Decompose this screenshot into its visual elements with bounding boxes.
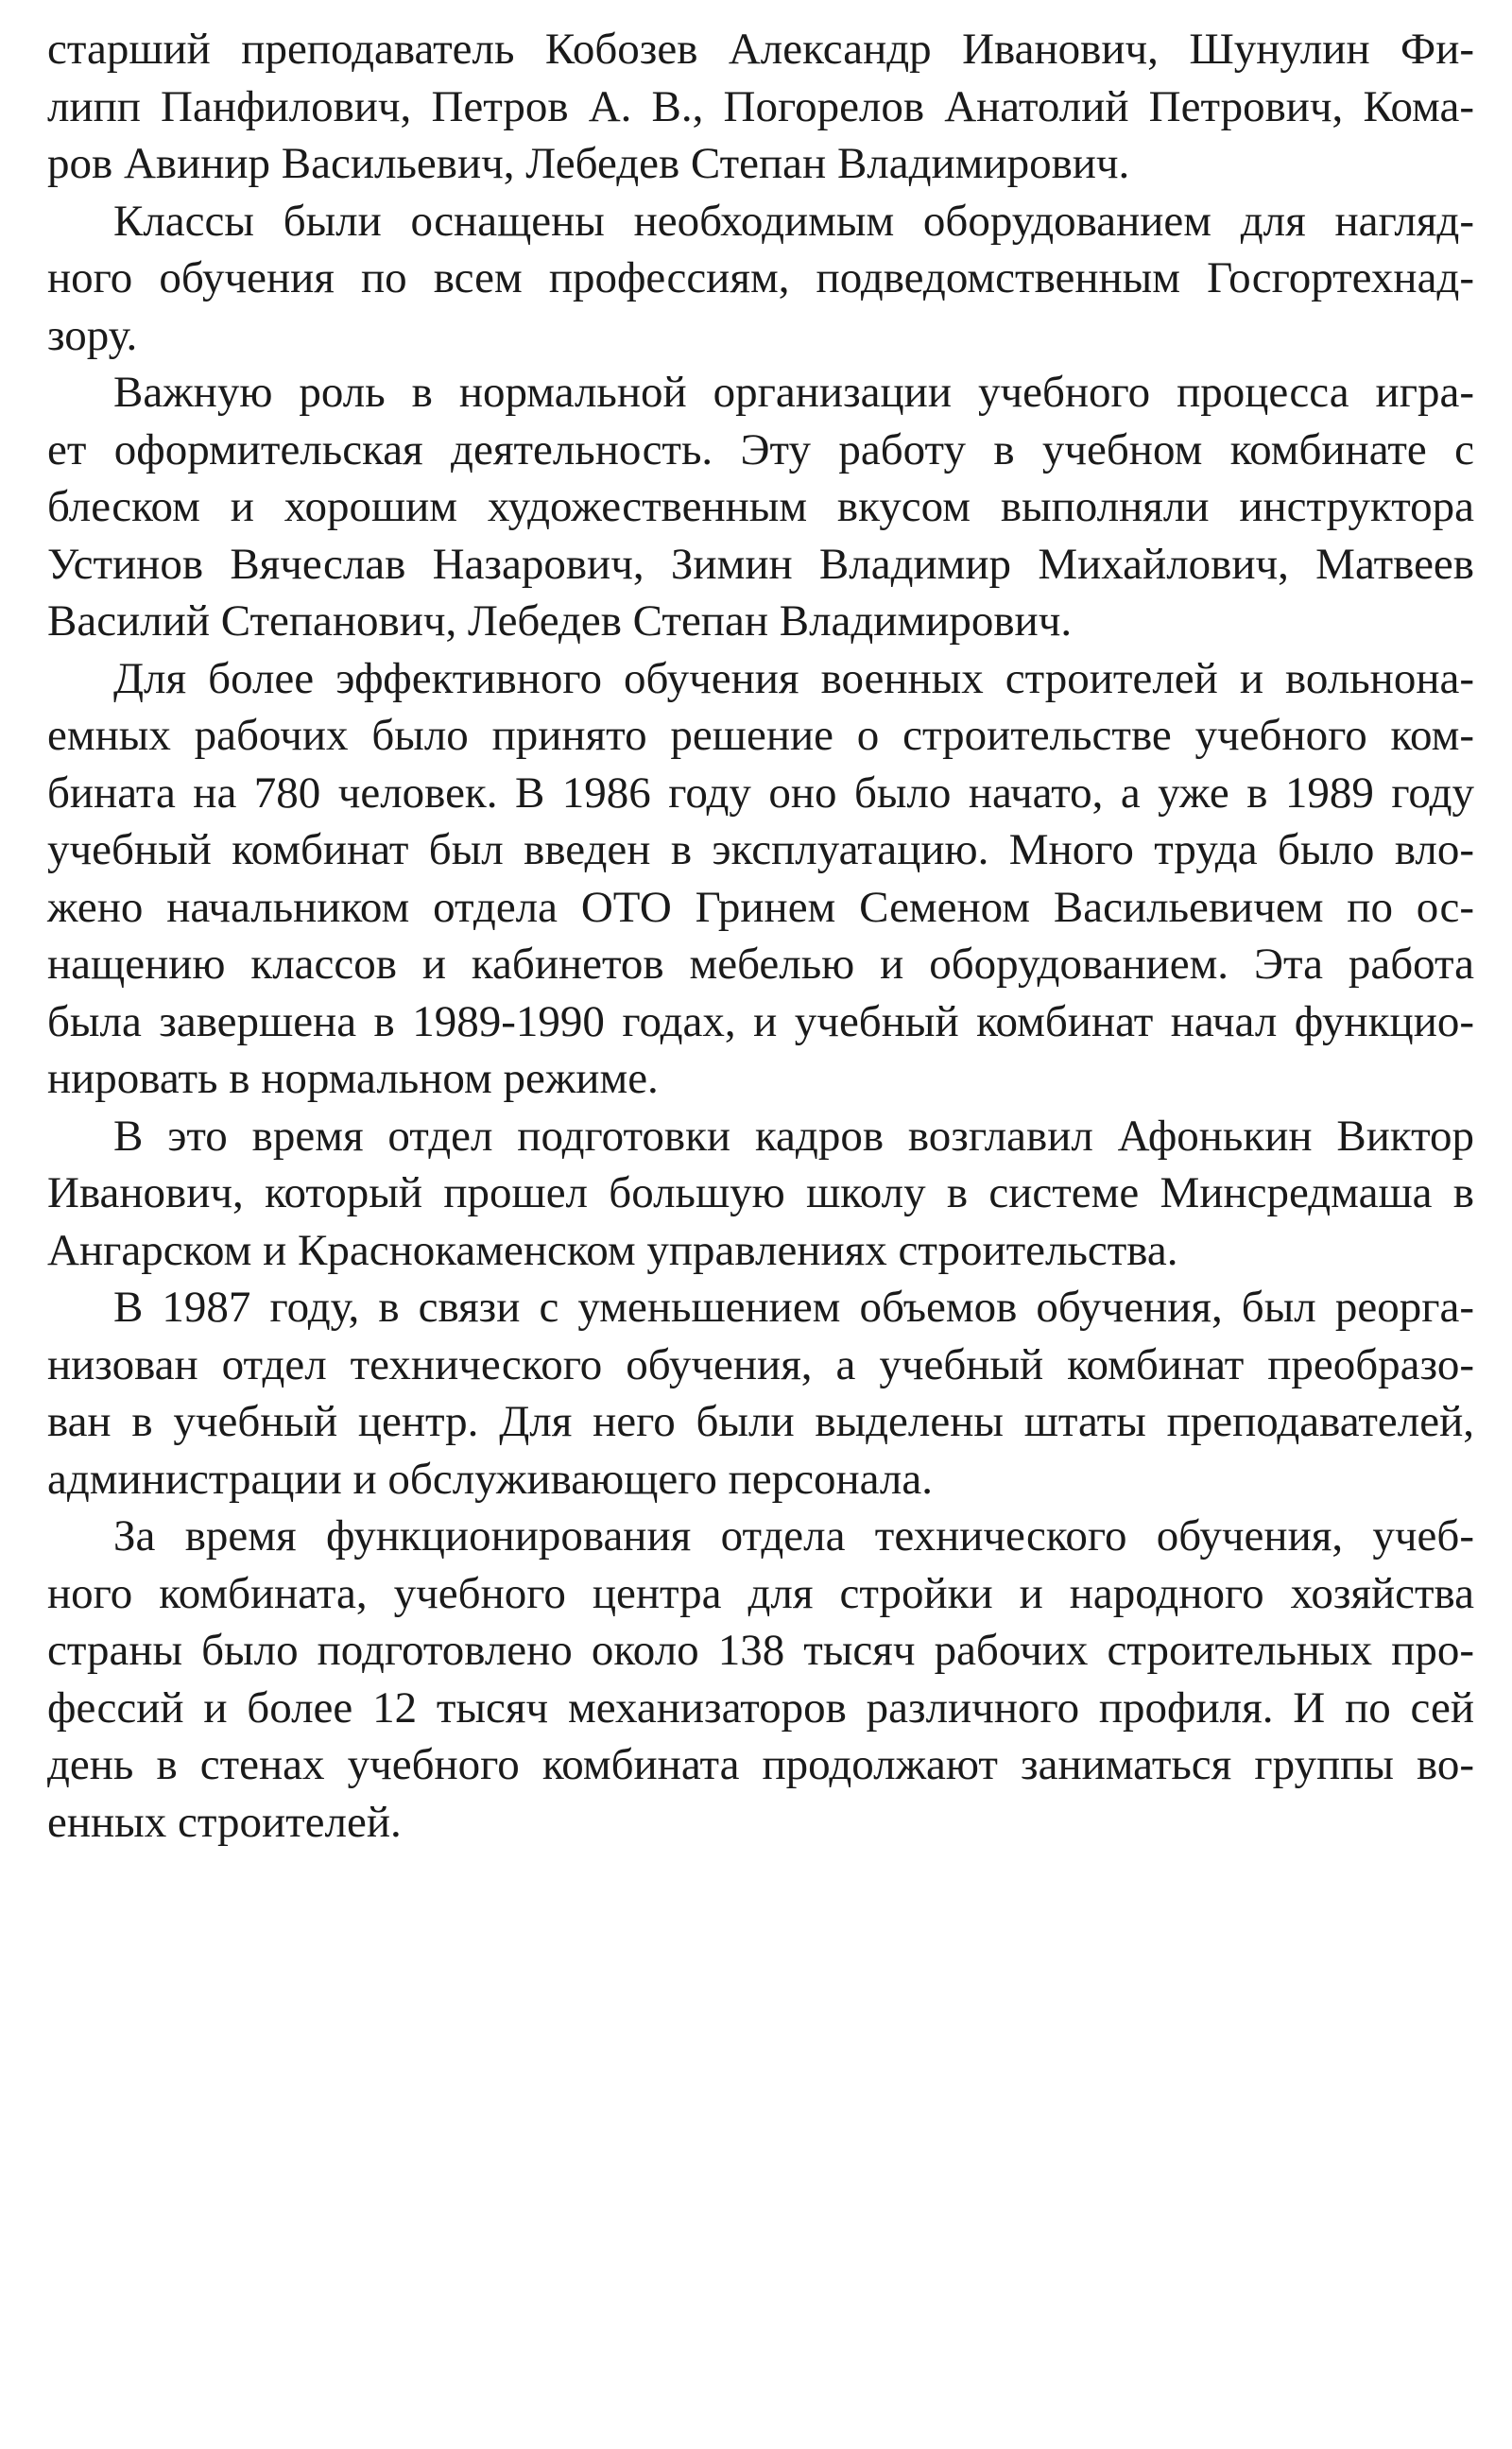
text-line: администрации и обслуживающего персонала.	[47, 1454, 933, 1504]
text-line: блеском и хорошим художественным вкусом выполняли инструктора	[47, 482, 1474, 531]
text-line: низован отдел технического обучения, а учебный комбинат преобразо-	[47, 1339, 1474, 1389]
text-line: емных рабочих было принято решение о строительстве учебного ком-	[47, 711, 1474, 760]
paragraph-design-work	[47, 364, 1474, 650]
text-line: страны было подготовлено около 138 тысяч рабочих строительных про-	[47, 1626, 1474, 1675]
paragraph-classes-equipment	[47, 193, 1474, 365]
paragraph-department-head	[47, 1108, 1474, 1280]
text-line: Устинов Вячеслав Назарович, Зимин Владимир Михайлович, Матвеев	[47, 539, 1474, 589]
text-line: липп Панфилович, Петров А. В., Погорелов Анатолий Петрович, Кома-	[47, 81, 1474, 131]
text-line: В это время отдел подготовки кадров возглавил Афонькин Виктор	[113, 1111, 1474, 1161]
text-line: Классы были оснащены необходимым оборудованием для нагляд-	[113, 196, 1474, 246]
text-line: ет оформительская деятельность. Эту работу в учебном комбинате с	[47, 424, 1474, 474]
text-line: фессий и более 12 тысяч механизаторов различного профиля. И по сей	[47, 1682, 1474, 1733]
text-line: енных строителей.	[47, 1797, 402, 1847]
text-line: В 1987 году, в связи с уменьшением объемов обучения, был реорга-	[113, 1283, 1474, 1332]
text-line: была завершена в 1989-1990 годах, и учебный комбинат начал функцио-	[47, 996, 1474, 1046]
text-line: Ангарском и Краснокаменском управлениях строительства.	[47, 1225, 1178, 1275]
text-line: бината на 780 человек. В 1986 году оно было начато, а уже в 1989 году	[47, 767, 1474, 818]
paragraph-reorganization	[47, 1279, 1474, 1508]
text-line: Иванович, который прошел большую школу в системе Минсредмаша в	[47, 1168, 1474, 1217]
text-line: Василий Степанович, Лебедев Степан Владимирович.	[47, 596, 1073, 646]
body-text	[47, 21, 1474, 1851]
text-line: учебный комбинат был введен в эксплуатацию. Много труда было вло-	[47, 825, 1474, 874]
paragraph-results	[47, 1508, 1474, 1851]
text-line: За время функционирования отдела технического обучения, учеб-	[113, 1511, 1474, 1561]
text-line: жено начальником отдела ОТО Гринем Семеном Васильевичем по ос-	[47, 882, 1474, 932]
text-line: ного обучения по всем профессиям, подведомственным Госгортехнад-	[47, 253, 1474, 302]
text-line: день в стенах учебного комбината продолжают заниматься группы во-	[47, 1740, 1474, 1789]
text-line: нировать в нормальном режиме.	[47, 1054, 659, 1103]
text-line: ного комбината, учебного центра для стройки и народного хозяйства	[47, 1568, 1474, 1618]
text-line: старший преподаватель Кобозев Александр Иванович, Шунулин Фи-	[47, 25, 1474, 74]
text-line: нащению классов и кабинетов мебелью и оборудованием. Эта работа	[47, 940, 1474, 989]
text-line: Для более эффективного обучения военных строителей и вольнона-	[113, 653, 1474, 703]
text-line: зору.	[47, 310, 138, 360]
paragraph-staff-list	[47, 21, 1474, 193]
text-line: ров Авинир Васильевич, Лебедев Степан Владимирович.	[47, 139, 1130, 188]
text-line: Важную роль в нормальной организации учебного процесса игра-	[113, 368, 1474, 417]
paragraph-construction	[47, 650, 1474, 1108]
text-line: ван в учебный центр. Для него были выделены штаты преподавателей,	[47, 1397, 1474, 1446]
